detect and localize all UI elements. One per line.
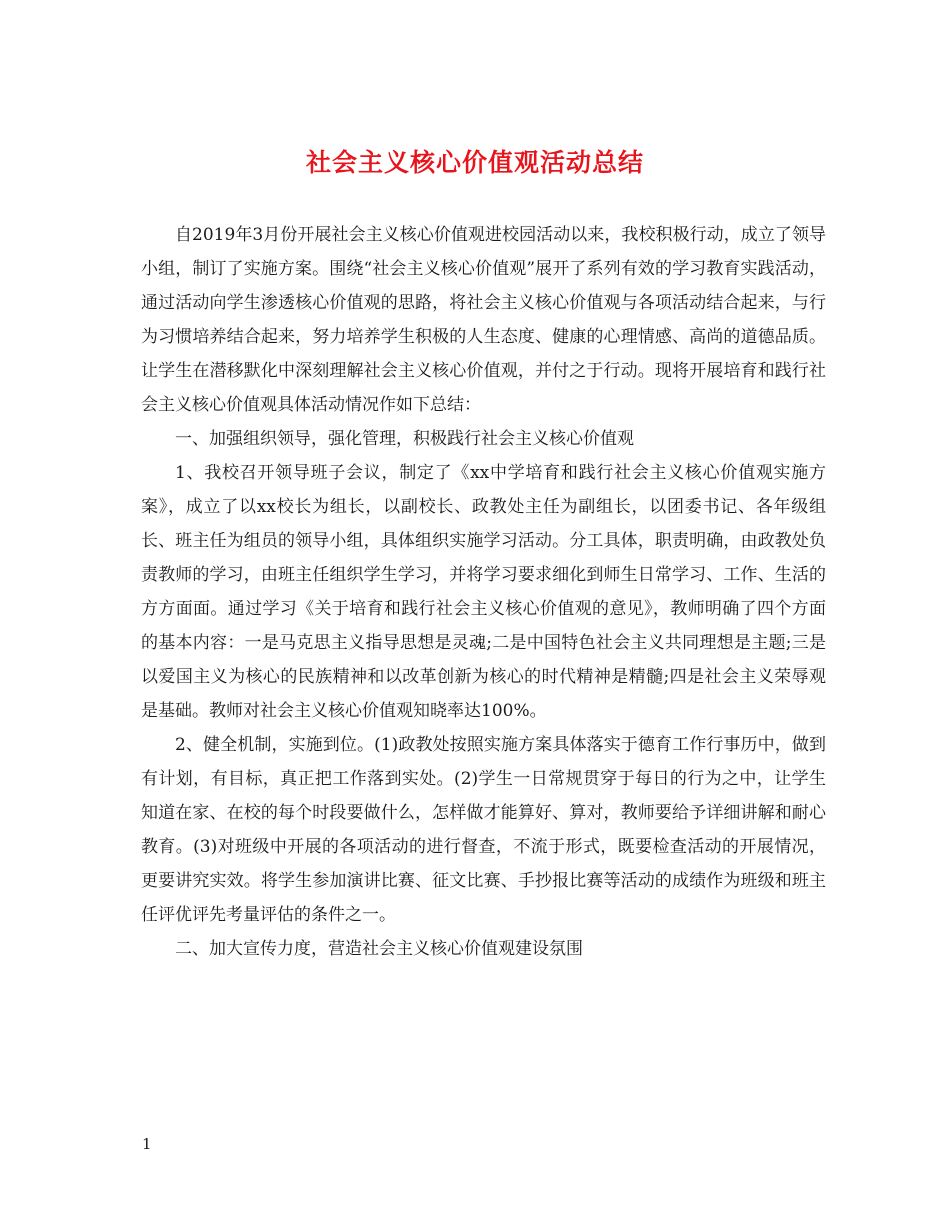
document-title: 社会主义核心价值观活动总结 [305,148,644,177]
section-heading-2: 二、加大宣传力度，营造社会主义核心价值观建设氛围 [175,939,583,959]
paragraph-item-2: 2、健全机制，实施到位。(1)政教处按照实施方案具体落实于德育工作行事历中，做到有计划，有目标，真正把工作落到实处。(2)学生一日常规贯穿于每日的行为之中，让学生知道在家、在校的每个时段要做什么，怎样做才能算好、算对，教师要给予详细讲解和耐心教育。(3)对班级中开展的各项活动的进行督查，不流于形式，既要检查活动的开展情况，更要讲究实效。将学生参加演讲比赛、征文比赛、手抄报比赛等活动的成绩作为班级和班主任评优评先考量评估的条件之一。 [141,735,826,925]
section-heading-1: 一、加强组织领导，强化管理，积极践行社会主义核心价值观 [175,429,634,449]
document-body [141,218,826,966]
paragraph-item-1: 1、我校召开领导班子会议，制定了《xx中学培育和践行社会主义核心价值观实施方案》，成立了以xx校长为组长，以副校长、政教处主任为副组长，以团委书记、各年级组长、班主任为组员的领导小组，具体组织实施学习活动。分工具体，职责明确，由政教处负责教师的学习，由班主任组织学生学习，并将学习要求细化到师生日常学习、工作、生活的方方面面。通过学习《关于培育和践行社会主义核心价值观的意见》，教师明确了四个方面的基本内容：一是马克思主义指导思想是灵魂;二是中国特色社会主义共同理想是主题;三是以爱国主义为核心的民族精神和以改革创新为核心的时代精神是精髓;四是社会主义荣辱观是基础。教师对社会主义核心价值观知晓率达100%。 [141,463,826,721]
paragraph-intro: 自2019年3月份开展社会主义核心价值观进校园活动以来，我校积极行动，成立了领导小组，制订了实施方案。围绕“社会主义核心价值观”展开了系列有效的学习教育实践活动，通过活动向学生渗透核心价值观的思路，将社会主义核心价值观与各项活动结合起来，与行为习惯培养结合起来，努力培养学生积极的人生态度、健康的心理情感、高尚的道德品质。让学生在潜移默化中深刻理解社会主义核心价值观，并付之于行动。现将开展培育和践行社会主义核心价值观具体活动情况作如下总结： [141,225,826,415]
page-number: 1 [142,1135,152,1153]
